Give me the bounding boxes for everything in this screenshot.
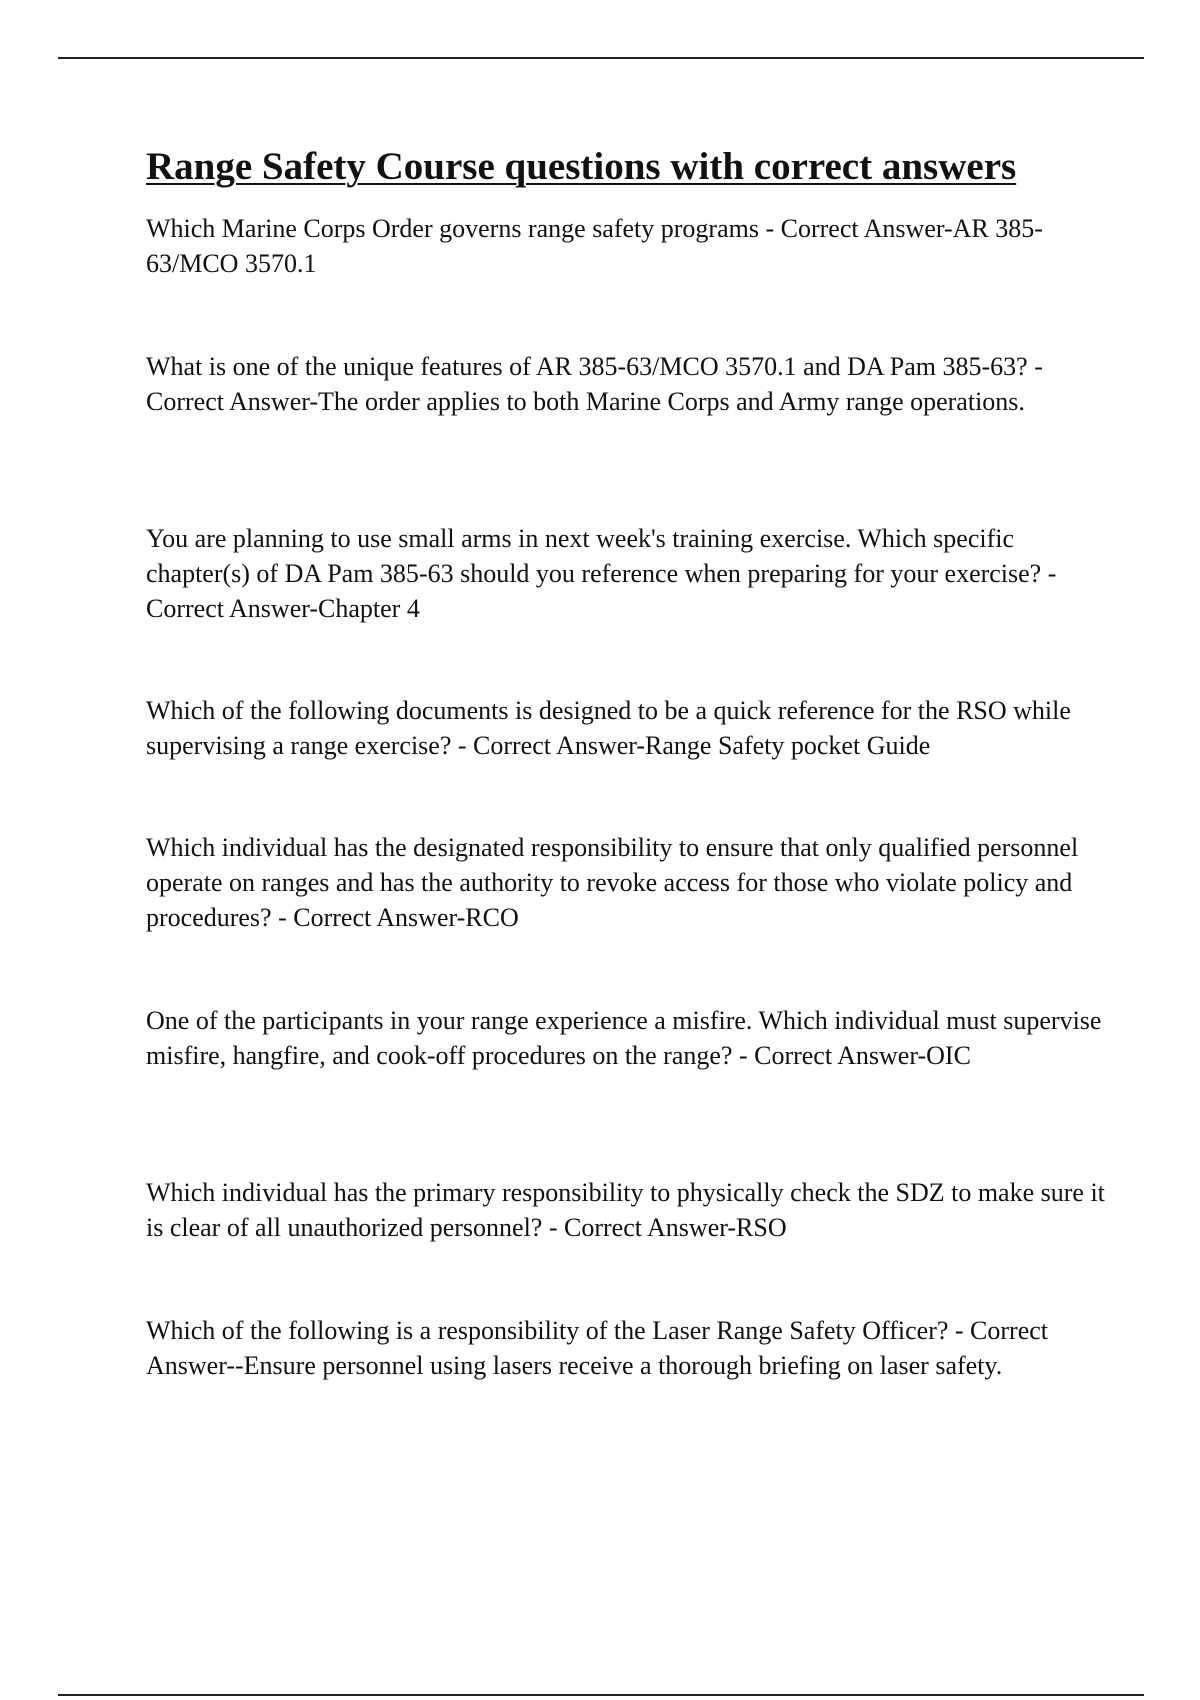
qa-item-6: One of the participants in your range experience a misfire. Which individual must supervise misfire, hangfire, and cook-off procedures on the range? - Correct Answer-OIC (146, 1006, 1102, 1070)
qa-item-8: Which of the following is a responsibility of the Laser Range Safety Officer? - Correct Answer--Ensure personnel using lasers receive a thorough briefing on laser safety. (146, 1316, 1049, 1380)
footer-rule (58, 1694, 1144, 1696)
qa-item-4: Which of the following documents is designed to be a quick reference for the RSO while supervising a range exercise? - Correct Answer-Range Safety pocket Guide (146, 696, 1071, 760)
header-rule (58, 57, 1144, 59)
qa-item-2: What is one of the unique features of AR 385-63/MCO 3570.1 and DA Pam 385-63? - Correct Answer-The order applies to both Marine Corps and Army range operations. (146, 352, 1043, 416)
qa-item-1: Which Marine Corps Order governs range safety programs - Correct Answer-AR 385-63/MCO 3570.1 (146, 214, 1043, 278)
qa-item-7: Which individual has the primary responsibility to physically check the SDZ to make sure it is clear of all unauthorized personnel? - Correct Answer-RSO (146, 1178, 1105, 1242)
document-title: Range Safety Course questions with correct answers (146, 145, 1017, 188)
qa-item-3: You are planning to use small arms in next week's training exercise. Which specific chapter(s) of DA Pam 385-63 should you reference when preparing for your exercise? - Correct Answer-Chapter 4 (146, 524, 1057, 623)
qa-item-5: Which individual has the designated responsibility to ensure that only qualified personnel operate on ranges and has the authority to revoke access for those who violate policy and procedures? - Correct Answer-RCO (146, 833, 1079, 932)
